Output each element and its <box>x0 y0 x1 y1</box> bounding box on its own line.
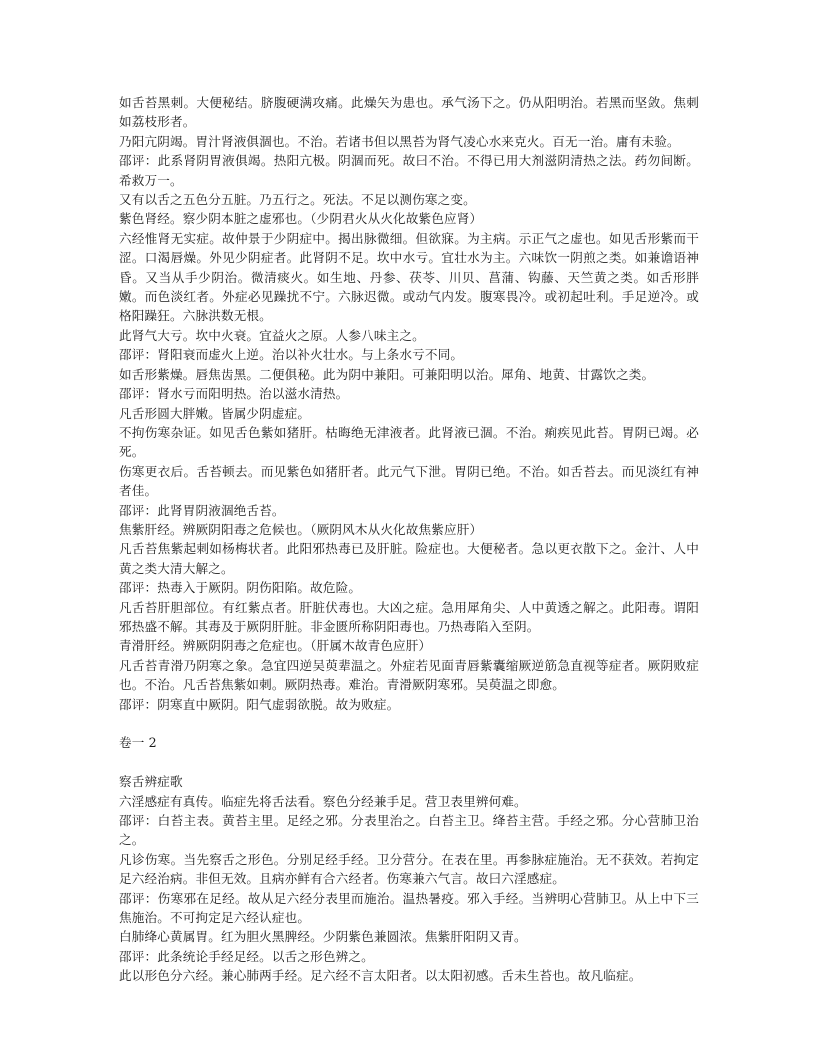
spacer <box>119 753 699 772</box>
commentary-paragraph: 邵评：阴寒直中厥阴。阳气虚弱欲脱。故为败症。 <box>119 696 400 712</box>
paragraph: 此以形色分六经。兼心肺两手经。足六经不言太阳者。以太阳初感。舌未生苔也。故凡临症。 <box>119 968 642 984</box>
page-label: 卷一 2 <box>119 735 157 751</box>
section-title: 察舌辨症歌 <box>119 774 183 790</box>
verse-paragraph: 六淫感症有真传。临症先将舌法看。察色分经兼手足。营卫表里辨何难。 <box>119 793 527 809</box>
subheading-purple-kidney: 紫色肾经。察少阴本脏之虚邪也。（少阴君火从火化故紫色应肾） <box>119 211 483 227</box>
paragraph: 如舌苔黑刺。大便秘结。脐腹硬满攻痛。此燥矢为患也。承气汤下之。仍从阳明治。若黑而坚敛。焦刺如荔枝形者。 <box>119 95 699 130</box>
paragraph: 凡舌苔青滑乃阴寒之象。急宜四逆吴萸辈温之。外症若见面青唇紫囊缩厥逆筋急直视等症者。厥阴败症也。不治。凡舌苔焦紫如刺。厥阴热毒。难治。青滑厥阴寒邪。吴萸温之即愈。 <box>119 657 699 693</box>
paragraph: 伤寒更衣后。舌苔顿去。而见紫色如猪肝者。此元气下泄。胃阴已绝。不治。如舌苔去。而见淡红有神者佳。 <box>119 463 699 499</box>
paragraph: 凡舌苔肝胆部位。有红紫点者。肝脏伏毒也。大凶之症。急用犀角尖、人中黄透之解之。此阳毒。谓阳邪热盛不解。其毒及于厥阴肝脏。非金匮所称阴阳毒也。乃热毒陷入至阴。 <box>119 599 699 634</box>
commentary-paragraph: 邵评：热毒入于厥阴。阴伤阳陷。故危险。 <box>119 580 362 596</box>
section-tongue-song <box>119 772 699 985</box>
paragraph: 凡舌苔焦紫起刺如杨梅状者。此阳邪热毒已及肝脏。险症也。大便秘者。急以更衣散下之。金汁、人中黄之类大清大解之。 <box>119 541 699 576</box>
commentary-paragraph: 邵评：此条统论手经足经。以舌之形色辨之。 <box>119 948 374 964</box>
paragraph: 六经惟肾无实症。故仲景于少阴症中。揭出脉微细。但欲寐。为主病。示正气之虚也。如见舌形紫而干涩。口渴唇燥。外见少阴症者。此肾阴不足。坎中水亏。宜壮水为主。六味饮一阴煎之类。如兼谵语神昏。又当从手少阴治。微清痰火。如生地、丹参、茯苓、川贝、菖蒲、钩藤、天竺黄之类。如舌形胖嫩。而色淡红者。外症必见躁扰不宁。六脉迟微。或动气内发。腹寒畏冷。或初起吐利。手足逆冷。或格阳躁狂。六脉洪数无根。 <box>119 230 699 324</box>
commentary-paragraph: 邵评：肾阳衰而虚火上逆。治以补火壮水。与上条水亏不同。 <box>119 347 464 363</box>
commentary-paragraph: 邵评：伤寒邪在足经。故从足六经分表里而施治。温热暑疫。邪入手经。当辨明心营肺卫。从上中下三焦施治。不可拘定足六经认症也。 <box>119 890 699 926</box>
subheading-green-slippery-liver: 青滑肝经。辨厥阴阴毒之危症也。（肝属木故青色应肝） <box>119 638 432 654</box>
spacer <box>119 714 699 733</box>
paragraph: 凡舌形圆大胖嫩。皆属少阴虚症。 <box>119 405 311 421</box>
paragraph: 此肾气大亏。坎中火衰。宜益火之原。人参八味主之。 <box>119 327 425 343</box>
subheading-scorched-purple-liver: 焦紫肝经。辨厥阴阳毒之危候也。（厥阴风木从火化故焦紫应肝） <box>119 521 483 537</box>
paragraph: 不拘伤寒杂证。如见舌色紫如猪肝。枯晦绝无津液者。此肾液已涸。不治。痢疾见此苔。胃阴已竭。必死。 <box>119 424 699 460</box>
commentary-paragraph: 邵评：此系肾阴胃液俱竭。热阳亢极。阴涸而死。故曰不治。不得已用大剂滋阴清热之法。药勿间断。希救万一。 <box>119 153 699 188</box>
paragraph: 凡诊伤寒。当先察舌之形色。分别足经手经。卫分营分。在表在里。再参脉症施治。无不获效。若拘定足六经治病。非但无效。且病亦鲜有合六经者。伤寒兼六气言。故曰六淫感症。 <box>119 851 699 887</box>
paragraph: 又有以舌之五色分五脏。乃五行之。死法。不足以测伤寒之变。 <box>119 192 476 208</box>
commentary-paragraph: 邵评：肾水亏而阳明热。治以滋水清热。 <box>119 386 349 402</box>
paragraph: 乃阳亢阴竭。胃汁肾液俱涸也。不治。若诸书但以黑苔为肾气凌心水来克火。百无一治。庸有未验。 <box>119 133 680 149</box>
document-page <box>119 93 699 986</box>
commentary-paragraph: 邵评：白苔主表。黄苔主里。足经之邪。分表里治之。白苔主卫。绛苔主营。手经之邪。分心营肺卫治之。 <box>119 813 699 848</box>
section-tongue-colors <box>119 93 699 714</box>
paragraph: 如舌形紫燥。唇焦齿黑。二便俱秘。此为阴中兼阳。可兼阳明以治。犀角、地黄、甘露饮之类。 <box>119 366 655 382</box>
commentary-paragraph: 邵评：此肾胃阴液涸绝舌苔。 <box>119 502 285 518</box>
verse-paragraph: 白肺绛心黄属胃。红为胆火黑脾经。少阴紫色兼圆浓。焦紫肝阳阴又青。 <box>119 929 527 945</box>
